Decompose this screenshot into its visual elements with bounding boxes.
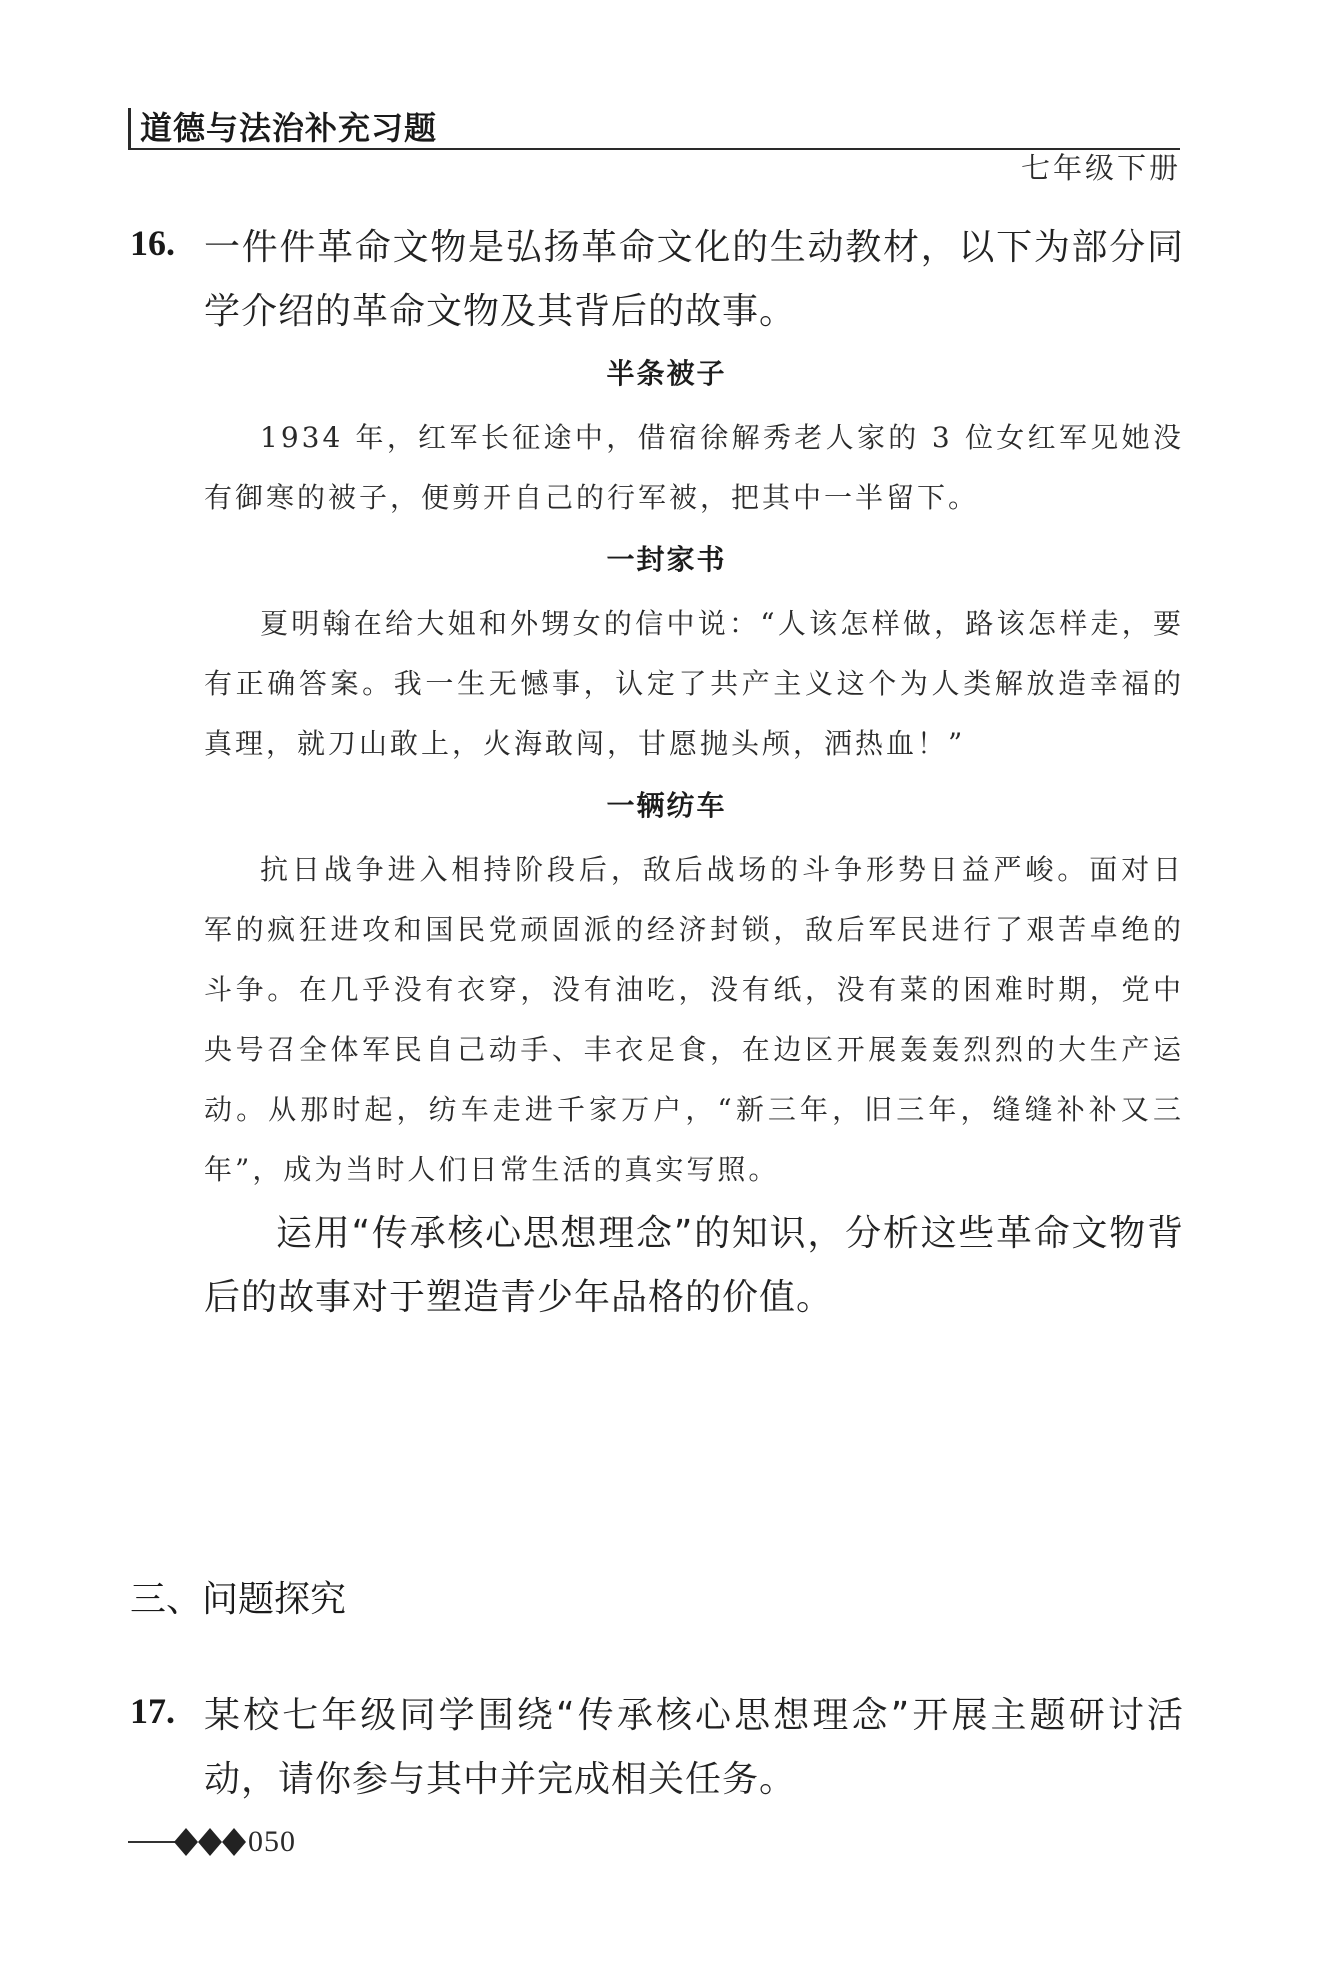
- story-body-half-quilt: 1934 年，红军长征途中，借宿徐解秀老人家的 3 位女红军见她没有御寒的被子，便剪开自己的行军被，把其中一半留下。: [204, 421, 1184, 514]
- book-title: 道德与法治补充习题: [140, 109, 438, 147]
- page-number: 050: [248, 1825, 296, 1858]
- question-16-text: 一件件革命文物是弘扬革命文化的生动教材，以下为部分同学介绍的革命文物及其背后的故事。: [204, 227, 1184, 332]
- story-title-spinning-wheel: 一辆纺车: [606, 789, 727, 822]
- diamonds-icon: [174, 1828, 246, 1856]
- story-title-family-letter: 一封家书: [606, 543, 727, 576]
- question-17-number: 17.: [130, 1691, 175, 1731]
- grade-label: 七年级下册: [1020, 151, 1181, 185]
- running-header: [128, 108, 1180, 150]
- story-body-spinning-wheel: 抗日战争进入相持阶段后，敌后战场的斗争形势日益严峻。面对日军的疯狂进攻和国民党顽固派的经济封锁，敌后军民进行了艰苦卓绝的斗争。在几乎没有衣穿，没有油吃，没有纸，没有菜的困难时期，党中央号召全体军民自己动手、丰衣足食，在边区开展轰轰烈烈的大生产运动。从那时起，纺车走进千家万户，“新三年，旧三年，缝缝补补又三年”，成为当时人们日常生活的真实写照。: [204, 853, 1184, 1186]
- question-16-task: 运用“传承核心思想理念”的知识，分析这些革命文物背后的故事对于塑造青少年品格的价值。: [204, 1213, 1184, 1318]
- section-heading: 三、问题探究: [130, 1579, 347, 1620]
- question-17-text: 某校七年级同学围绕“传承核心思想理念”开展主题研讨活动，请你参与其中并完成相关任务。: [204, 1695, 1184, 1800]
- story-body-family-letter: 夏明翰在给大姐和外甥女的信中说：“人该怎样做，路该怎样走，要有正确答案。我一生无憾事，认定了共产主义这个为人类解放造幸福的真理，就刀山敢上，火海敢闯，甘愿抛头颅，洒热血！”: [204, 607, 1184, 760]
- footer-rule: [128, 1841, 176, 1843]
- story-title-half-quilt: 半条被子: [606, 357, 727, 390]
- question-16-number: 16.: [130, 223, 175, 263]
- header-vertical-rule: [128, 108, 131, 150]
